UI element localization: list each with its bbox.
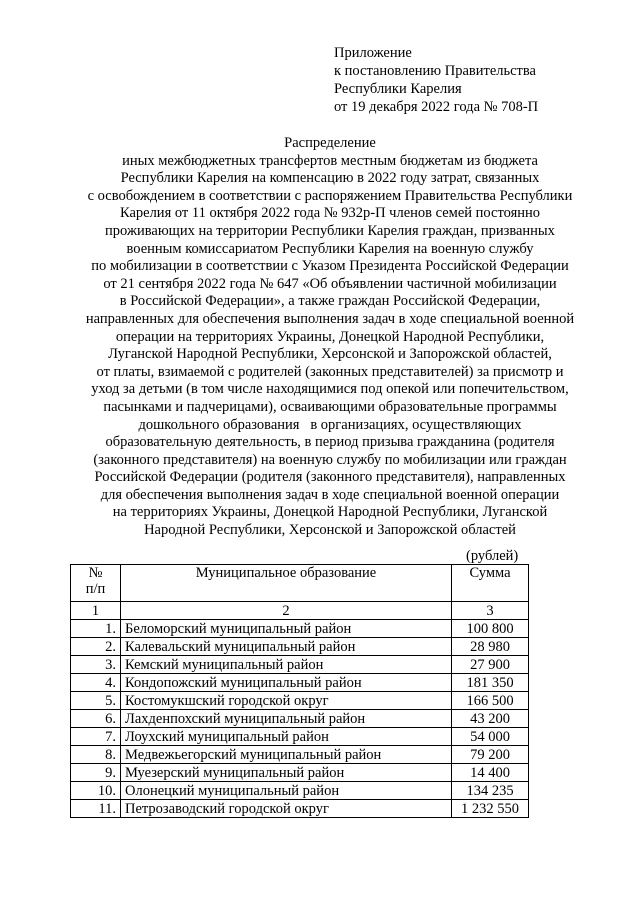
title-line: на территориях Украины, Донецкой Народной Республики, Луганской	[112, 504, 548, 521]
title-line: от платы, взимаемой с родителей (законных представителей) за присмотр и	[96, 363, 564, 380]
table-header-row	[71, 565, 529, 602]
row-num: 2.	[71, 638, 121, 656]
row-sum: 166 500	[452, 692, 529, 710]
row-num: 4.	[71, 674, 121, 692]
row-municipality: Петрозаводский городской округ	[121, 800, 452, 818]
title-line: дошкольного образования в организациях, осуществляющих	[138, 416, 522, 433]
row-municipality: Муезерский муниципальный район	[121, 764, 452, 782]
title-line: проживающих на территории Республики Карелия граждан, призванных	[105, 222, 555, 239]
row-municipality: Кемский муниципальный район	[121, 656, 452, 674]
row-sum: 100 800	[452, 620, 529, 638]
table-row	[71, 746, 529, 764]
title-line: Российской Федерации (родителя (законного представителя), направленных	[94, 469, 566, 486]
row-num: 10.	[71, 782, 121, 800]
title-line: Народной Республики, Херсонской и Запорожской областей	[144, 522, 516, 539]
title-line: Карелия от 11 октября 2022 года № 932р-П членов семей постоянно	[119, 205, 541, 222]
row-num: 8.	[71, 746, 121, 764]
table-row	[71, 782, 529, 800]
row-sum: 54 000	[452, 728, 529, 746]
title-line: военным комиссариатом Республики Карелия на военную службу	[126, 240, 534, 257]
table-row	[71, 800, 529, 818]
title-line: иных межбюджетных трансфертов местным бюджетам из бюджета	[122, 152, 538, 169]
units-label: (рублей)	[466, 548, 519, 564]
title-line: (законного представителя) на военную службу по мобилизации или граждан	[93, 451, 567, 468]
row-sum: 27 900	[452, 656, 529, 674]
index-cell: 3	[452, 602, 529, 620]
title-line: по мобилизации в соответствии с Указом Президента Российской Федерации	[91, 258, 569, 275]
distribution-table	[70, 564, 529, 818]
row-num: 9.	[71, 764, 121, 782]
appendix-line: к постановлению Правительства	[334, 63, 536, 79]
title-line: уход за детьми (в том числе находящимися под опекой или попечительством,	[91, 381, 569, 398]
title-line: для обеспечения выполнения задач в ходе специальной военной операции	[100, 486, 560, 503]
appendix-line: Республики Карелия	[334, 81, 462, 97]
table-row	[71, 728, 529, 746]
row-num: 7.	[71, 728, 121, 746]
row-sum: 43 200	[452, 710, 529, 728]
row-municipality: Олонецкий муниципальный район	[121, 782, 452, 800]
row-municipality: Лоухский муниципальный район	[121, 728, 452, 746]
appendix-line: Приложение	[334, 45, 412, 61]
row-sum: 79 200	[452, 746, 529, 764]
row-num: 6.	[71, 710, 121, 728]
title-line: направленных для обеспечения выполнения задач в ходе специальной военной	[85, 310, 575, 327]
title-line: Луганской Народной Республики, Херсонской и Запорожской областей,	[108, 346, 552, 363]
title-line: Распределение	[284, 135, 376, 151]
row-sum: 1 232 550	[452, 800, 529, 818]
row-municipality: Костомукшский городской округ	[121, 692, 452, 710]
table-row	[71, 638, 529, 656]
row-municipality: Медвежьегорский муниципальный район	[121, 746, 452, 764]
title-line: образовательную деятельность, в период призыва гражданина (родителя	[105, 434, 555, 451]
document-title	[60, 135, 600, 540]
row-sum: 28 980	[452, 638, 529, 656]
appendix-header	[334, 44, 538, 116]
title-line: операции на территориях Украины, Донецкой Народной Республики,	[115, 328, 545, 345]
table-row	[71, 710, 529, 728]
row-num: 1.	[71, 620, 121, 638]
table-row	[71, 674, 529, 692]
index-cell: 2	[121, 602, 452, 620]
table-row	[71, 764, 529, 782]
row-municipality: Беломорский муниципальный район	[121, 620, 452, 638]
header-name: Муниципальное образование	[121, 565, 452, 602]
header-num: № п/п	[71, 565, 121, 602]
table-row	[71, 620, 529, 638]
row-sum: 181 350	[452, 674, 529, 692]
row-num: 3.	[71, 656, 121, 674]
title-line: Республики Карелия на компенсацию в 2022 году затрат, связанных	[120, 170, 540, 187]
row-municipality: Кондопожский муниципальный район	[121, 674, 452, 692]
row-sum: 14 400	[452, 764, 529, 782]
header-sum: Сумма	[452, 565, 529, 602]
title-line: в Российской Федерации», а также граждан Российской Федерации,	[119, 293, 541, 310]
table-index-row	[71, 602, 529, 620]
row-sum: 134 235	[452, 782, 529, 800]
row-municipality: Калевальский муниципальный район	[121, 638, 452, 656]
title-line: пасынками и падчерицами), осваивающими образовательные программы	[103, 398, 557, 415]
title-line: с освобождением в соответствии с распоряжением Правительства Республики	[87, 187, 573, 204]
row-num: 11.	[71, 800, 121, 818]
title-line: от 21 сентября 2022 года № 647 «Об объявлении частичной мобилизации	[103, 275, 557, 292]
row-num: 5.	[71, 692, 121, 710]
row-municipality: Лахденпохский муниципальный район	[121, 710, 452, 728]
table-row	[71, 656, 529, 674]
index-cell: 1	[71, 602, 121, 620]
appendix-line: от 19 декабря 2022 года № 708-П	[334, 99, 539, 115]
table-row	[71, 692, 529, 710]
